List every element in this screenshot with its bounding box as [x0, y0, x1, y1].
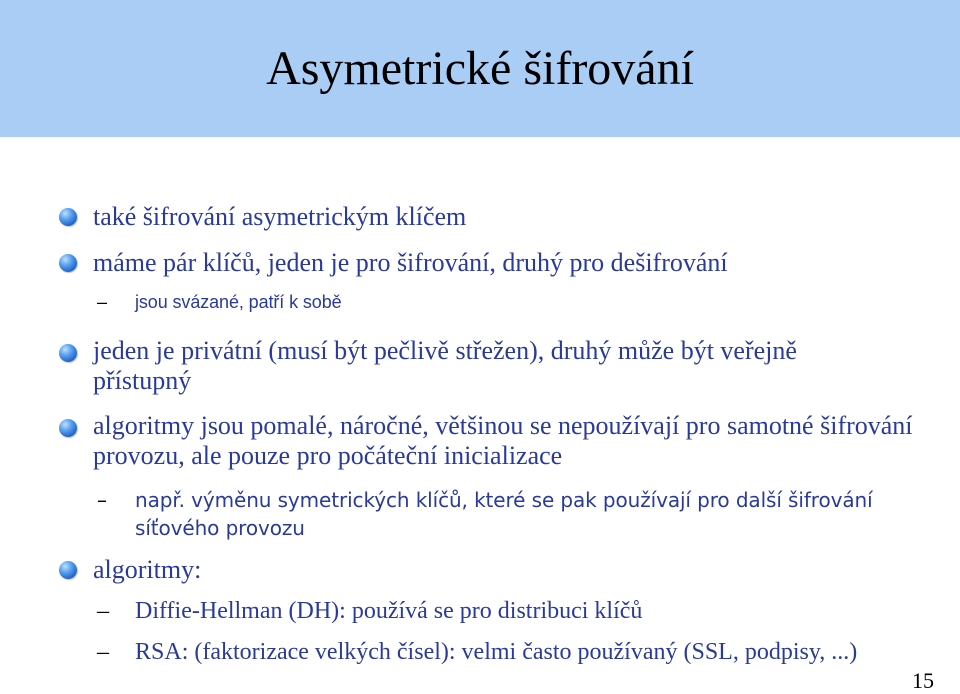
bullet-item — [93, 553, 923, 586]
sub-item-text: jsou svázané, patří k sobě — [135, 292, 342, 312]
dash-marker: – — [97, 598, 109, 624]
bullet-item — [93, 200, 923, 233]
sub-item — [97, 596, 895, 626]
bullet-text: také šifrování asymetrickým klíčem — [93, 202, 467, 231]
sub-item — [97, 637, 935, 667]
sub-item — [97, 289, 895, 315]
bullet-text: algoritmy jsou pomalé, náročné, většinou se nepoužívají pro samotné šifrování provozu, ale pouze pro počáteční inicializace — [93, 411, 913, 470]
bullet-icon — [59, 208, 77, 226]
bullet-item — [93, 411, 913, 471]
bullet-item — [93, 336, 893, 396]
bullet-text: máme pár klíčů, jeden je pro šifrování, druhý pro dešifrování — [93, 248, 728, 277]
bullet-icon — [59, 254, 77, 272]
page-number: 15 — [912, 668, 934, 693]
bullet-icon — [59, 419, 77, 437]
slide-title: Asymetrické šifrování — [266, 42, 694, 95]
dash-marker: – — [97, 488, 107, 512]
sub-item-text: Diffie-Hellman (DH): používá se pro distribuci klíčů — [135, 598, 643, 624]
bullet-icon — [59, 561, 77, 579]
bullet-text: jeden je privátní (musí být pečlivě střežen), druhý může být veřejně přístupný — [93, 336, 797, 395]
sub-item-text: RSA: (faktorizace velkých čísel): velmi často používaný (SSL, podpisy, ...) — [135, 639, 858, 665]
dash-marker: – — [97, 639, 109, 665]
dash-marker: – — [97, 292, 107, 312]
bullet-item — [93, 246, 923, 279]
sub-item — [97, 486, 905, 542]
sub-item-text: např. výměnu symetrických klíčů, které se pak používají pro další šifrování síťového provozu — [135, 488, 873, 540]
bullet-icon — [59, 344, 77, 362]
bullet-text: algoritmy: — [93, 555, 202, 584]
